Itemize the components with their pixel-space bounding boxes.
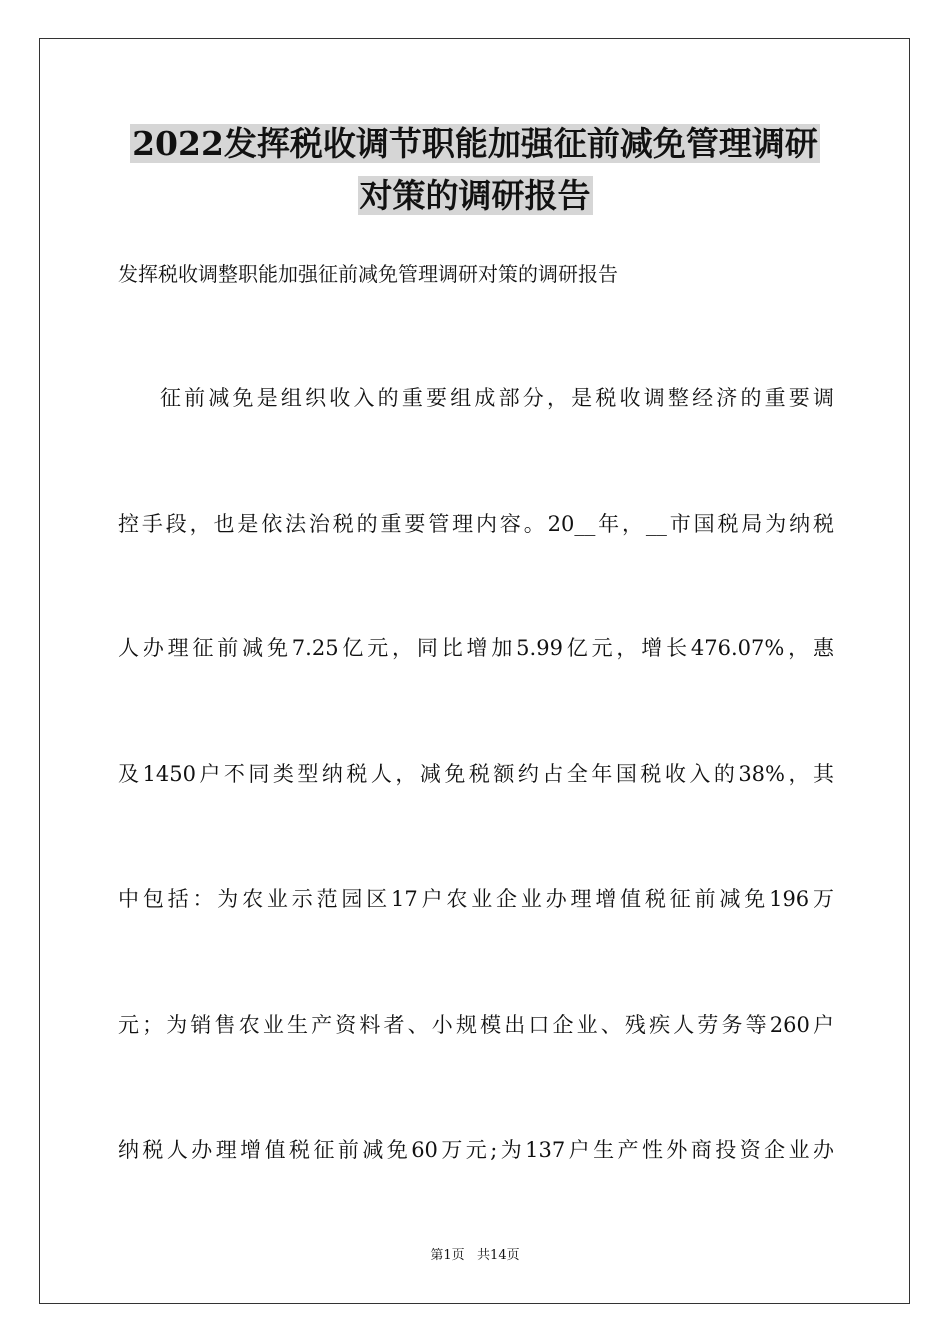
paragraph-line-7: 纳税人办理增值税征前减免60万元;为137户生产性外商投资企业办	[118, 1138, 834, 1162]
page-border	[39, 38, 910, 1304]
paragraph-line-2: 控手段，也是依法治税的重要管理内容。20__年，__市国税局为纳税	[118, 512, 834, 536]
paragraph-line-5: 中包括：为农业示范园区17户农业企业办理增值税征前减免196万	[118, 887, 834, 911]
paragraph-line-1: 征前减免是组织收入的重要组成部分，是税收调整经济的重要调	[160, 386, 834, 410]
paragraph-line-6: 元；为销售农业生产资料者、小规模出口企业、残疾人劳务等260户	[118, 1013, 834, 1037]
title-line-1: 2022发挥税收调节职能加强征前减免管理调研	[132, 124, 818, 163]
page-footer: 第1页 共14页	[430, 1248, 520, 1263]
document-subtitle: 发挥税收调整职能加强征前减免管理调研对策的调研报告	[118, 262, 618, 286]
paragraph-line-4: 及1450户不同类型纳税人，减免税额约占全年国税收入的38%，其	[118, 762, 834, 786]
title-line-2: 对策的调研报告	[359, 176, 591, 215]
paragraph-line-3: 人办理征前减免7.25亿元，同比增加5.99亿元，增长476.07%，惠	[118, 636, 834, 660]
document-title	[100, 118, 850, 222]
